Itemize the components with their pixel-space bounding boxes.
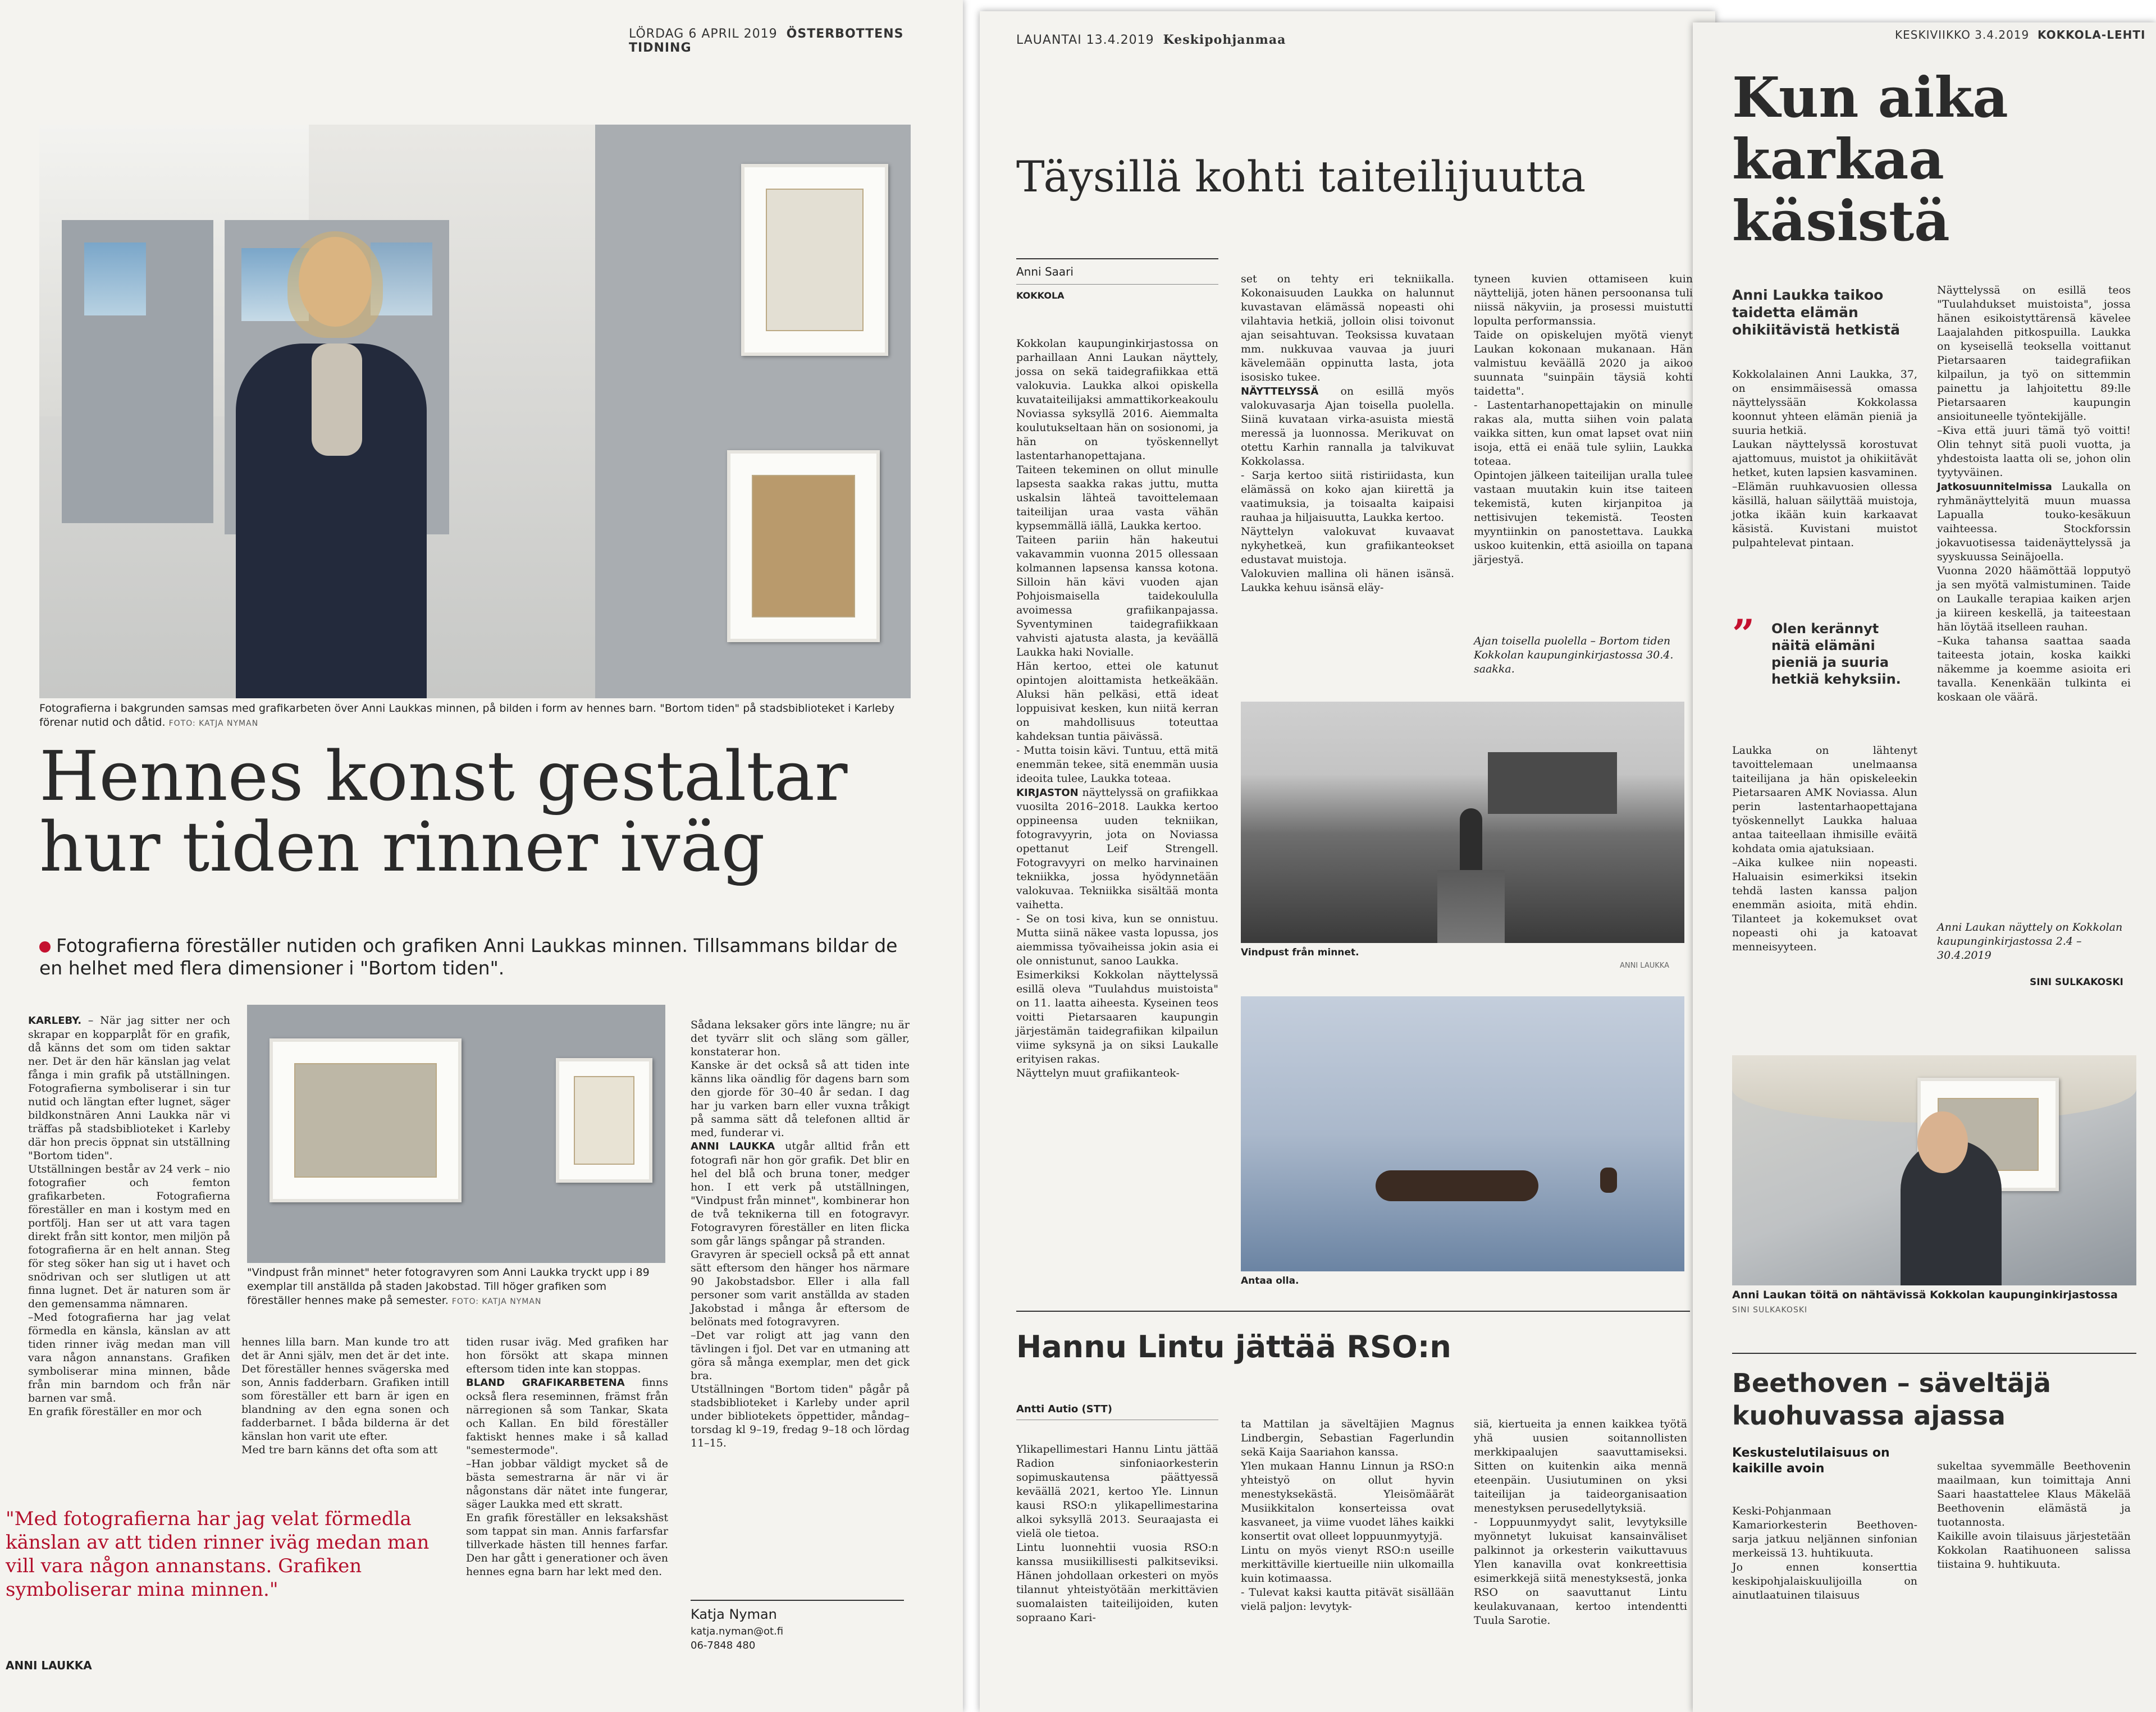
header-paper: Keskipohjanmaa — [1163, 33, 1286, 47]
lintu-column-1: Ylikapellimestari Hannu Lintu jättää Radion sinfoniaorkesterin sopimuskautensa päättyessä keväällä 2021, kertoo Yle. Linnun kausi RSO:n ylikapellimestarina alkoi syksyllä 2013. Seuraajasta ei vielä ole tietoa. Lintu luonnehtii vuosia RSO:n kanssa musiikillisesti palkitseviksi. Hänen johdollaan orkesteri on myös tilannut yhteistyötään merkittävien suomalaisten taiteilijoiden, kuten sopraano Kari- — [1016, 1443, 1218, 1624]
header-date: KESKIVIIKKO 3.4.2019 — [1895, 28, 2030, 42]
photo-caption: Vindpust från minnet. — [1241, 947, 1359, 958]
beethoven-column-1: Keski-Pohjanmaan Kamariorkesterin Beethoven- sarja jatkuu neljännen sinfonian merkeissä 13. huhtikuuta. Jo ennen konserttia keskipohjalaiskuulijoilla on ainutlaatuinen tilaisuus — [1732, 1505, 1917, 1601]
photo-credit: FOTO: KATJA NYMAN — [168, 719, 259, 728]
beethoven-column-2: sukeltaa syvemmälle Beethovenin maailmaan, kun toimittaja Anni Saari haastattelee Klaus Mäkelää Beethovenin elämästä ja tuotannosta. Kaikille avoin tilaisuus järjestetään Kokkolan Raatihuoneen salissa tiistaina 9. huhtikuuta. — [1937, 1460, 2131, 1571]
framed-print — [270, 1038, 462, 1202]
exhibition-photo-2 — [247, 1005, 665, 1263]
page-header — [1895, 28, 2145, 42]
author-email[interactable]: katja.nyman@ot.fi — [691, 1626, 784, 1637]
main-photo — [39, 125, 911, 698]
exhibition-photo — [84, 242, 146, 315]
photo-caption: Anni Laukan töitä on nähtävissä Kokkolan kaupunginkirjastossa SINI SULKAKOSKI — [1732, 1289, 2118, 1315]
header-date: LÖRDAG 6 APRIL 2019 — [629, 27, 778, 41]
exhibition-info: Ajan toisella puolella – Bortom tiden Kokkolan kaupunginkirjastossa 30.4. saakka. — [1474, 635, 1674, 675]
bullet-dot — [39, 941, 51, 953]
author-block — [691, 1600, 904, 1651]
photo-caption: Fotografierna i bakgrunden samsas med grafikarbeten över Anni Laukkas minnen, på bilden i form av hennes barn. "Bortom tiden" på stadsbiblioteket i Karleby förenar nutid och dåtid. FOTO: KATJA NYMAN — [39, 702, 895, 729]
column-1: KARLEBY. – När jag sitter ner och skrapar en kopparplåt för en grafik, då känns det som om tiden saktar ner. Det är den här känslan jag velat fånga i min grafik på utställningen. Fotografierna symboliserar i sin tur nutid och längtan efter lugnet, säger bildkonstnären Anni Laukka när vi träffas på stadsbiblioteket i Karleby där hon precis öppnat sin utställning "Bortom tiden". Utställningen består av 24 verk – nio fotografier och femton grafikarbeten. Fotografierna föreställer en man i kostym med en portfölj. Han ser ut att vara tagen direkt från sitt kontor, men miljön på fotografierna är en helt annan. Steg för steg söker han sig ut i havet och snödrivan och ser slutligen ut att finna lugnet. Det är naturen som är den gemensamma nämnaren. –Med fotografierna har jag velat förmedla en känsla, känslan av att tiden rinner iväg medan man vill vara någon annanstans. Grafiken symboliserar mina minnen, både från min barndom och från när barnen var små. En grafik föreställer en mor och — [28, 1014, 230, 1418]
column-2: hennes lilla barn. Man kunde tro att det är Anni själv, men det är det inte. Det föreställer hennes svägerska med son, Annis fadderbarn. Grafiken intill som föreställer ett barn är igen en blandning av den egna sonen och fadderbarnet. I båda bilderna är det känslan hon varit ute efter. Med tre barn känns det ofta som att — [241, 1336, 449, 1456]
photo-caption: Antaa olla. — [1241, 1275, 1299, 1287]
section-rule — [1732, 1353, 2136, 1354]
newspaper-page-kokkola-lehti — [1693, 22, 2156, 1712]
byline: Anni Saari KOKKOLA — [1016, 258, 1218, 301]
subhead-beethoven: Keskustelutilaisuus on kaikille avoin — [1732, 1446, 1890, 1476]
header-paper: KOKKOLA-LEHTI — [2037, 28, 2146, 42]
column-3: tiden rusar iväg. Med grafiken har hon försökt att skapa minnen eftersom tiden inte kan stoppas. BLAND GRAFIKARBETENA finns också flera reseminnen, främst från närregionen så som Tankar, Skata och Kallan. En bild föreställer faktiskt hennes make i så kallad "semestermode". –Han jobbar väldigt mycket så de bästa semestrarna är när vi är någonstans där nätet inte fungerar, säger Laukka med ett skratt. En grafik föreställer en leksakshäst som tappat sin man. Annis farfarsfar tillverkade hästen till hennes farfar. Den har gått i generationer och även hennes egna barn har lekt med den. — [466, 1336, 668, 1578]
section-rule — [1016, 1311, 1690, 1312]
author-name: Katja Nyman — [691, 1606, 777, 1622]
header-paper: ÖSTERBOTTENS TIDNING — [629, 27, 904, 55]
quote-attribution: ANNI LAUKKA — [6, 1659, 92, 1672]
column-4: Sådana leksaker görs inte längre; nu är det tyvärr slit och släng som gäller, konstaterar hon. Kanske är det också så att tiden inte känns lika oändlig för dagens barn som den gjorde för 30–40 år sedan. I dag har ju varken barn eller vuxna tråkigt på samma sätt då telefonen alltid är med, funderar vi. ANNI LAUKKA utgår alltid från ett fotografi när hon gör grafik. Det blir en hel del blå och bruna toner, medger hon. I ett verk på utställningen, "Vindpust från minnet", kombinerar hon de två teknikerna till en fotogravyr. Fotogravyren föreställer en liten flicka som går längs spångar på stranden. Gravyren är speciell också på ett annat sätt eftersom den hänger hos närmare 90 Jakobstadsbor. Eller i alla fall personer som varit anställda av staden Jakobstad i många år eftersom de belönats med fotogravyren. –Det var roligt att jag vann den tävlingen i fjol. Det var en utmaning att göra så många exemplar, men det gick bra. Utställningen "Bortom tiden" pågår på stadsbiblioteket i Karleby under april under bibliotekets öppettider, måndag–torsdag kl 9–19, fredag 9–18 och lördag 11–15. — [691, 1019, 910, 1449]
page-header — [1016, 33, 1286, 47]
column-1b: Laukka on lähtenyt tavoittelemaan unelmaansa taiteilijana ja hän opiskeleekin Pietarsaaren AMK Noviassa. Alun perin lastentarhaopettajana työskennellyt Laukka haluaa antaa taiteellaan ihmisille eväitä kohdata omia ajatuksiaan. –Aika kulkee niin nopeasti. Haluaisin esimerkiksi itsekin tehdä lasten kanssa paljon enemmän asioita, mitä ehdin. Tilanteet ja kokemukset ovat nopeasti ohi ja katoavat menneisyyteen. — [1732, 744, 1917, 953]
ingress: Fotografierna föreställer nutiden och grafiken Anni Laukkas minnen. Tillsammans bildar de en helhet med flera dimensioner i "Bortom tiden". — [39, 935, 898, 979]
headline: Täysillä kohti taiteilijuutta — [1016, 152, 1586, 202]
column-3: tyneen kuvien ottamiseen kuin näyttelijä, joten hänen persoonansa tuli niissä näkyviin, ja prosessi muistutti lopulta performanssia. Taide on opiskelujen myötä vienyt Laukan kokonaan mukanaan. Hän valmistuu keväällä 2020 ja aikoo suunnata "suinpäin täysiä kohti taidetta". - Lastentarhanopettajakin on minulle rakas ala, mutta siihen voin palata vaikka sitten, kun omat lapset ovat niin isoja, että ei enää tule syliin, Laukka toteaa. Opintojen jälkeen taiteilijan uralla tulee vastaan muutakin kuin itse taiteen tekemistä, kuten kirjanpitoa ja nettisivujen tekemistä. Teosten myyntiinkin on panostettava. Laukka uskoo kuitenkin, että asioilla on tapana järjestyä. — [1474, 273, 1693, 566]
column-1: Kokkolalainen Anni Laukka, 37, on ensimmäisessä omassa näyttelyssään Kokkolassa koonnut yhteen elämän pieniä ja suuria hetkiä. Laukan näyttelyssä korostuvat ajattomuus, muistot ja ohikiitävät hetket, kuten lapsien kasvaminen. –Elämän ruuhkavuosien ollessa käsillä, haluan säilyttää muistoja, jotka ikään kuin karkaavat käsistä. Kuvistani muistot pulpahtelevat pintaan. — [1732, 368, 1917, 549]
mid-photo-caption: "Vindpust från minnet" heter fotogravyren som Anni Laukka tryckt upp i 89 exemplar till anställda på staden Jakobstad. Till höger grafiken som föreställer hennes make på semester. FOTO: KATJA NYMAN — [247, 1266, 650, 1307]
headline: Hennes konst gestaltar hur tiden rinner iväg — [39, 736, 848, 887]
photo-credit: ANNI LAUKKA — [1620, 962, 1669, 970]
headline-lintu: Hannu Lintu jättää RSO:n — [1016, 1329, 1451, 1365]
byline-lintu: Antti Autio (STT) — [1016, 1403, 1218, 1420]
author-phone: 06-7848 480 — [691, 1640, 756, 1651]
photo-credit: FOTO: KATJA NYMAN — [451, 1297, 542, 1306]
framed-print — [727, 450, 880, 642]
author-name: SINI SULKAKOSKI — [2030, 977, 2123, 988]
column-1: Kokkolan kaupunginkirjastossa on parhaillaan Anni Laukan näyttely, jossa on sekä taidegrafiikkaa että valokuvia. Laukka alkoi opiskella kuvataiteilijaksi ammattikorkeakoulu Noviassa syksyllä 2016. Aiemmalta koulutukseltaan hän on sosionomi, ja hän on työskennellyt lastentarhanopettajana. Taiteen tekeminen on ollut minulle lapsesta saakka rakas juttu, mutta uskalsin lähteä tavoittelemaan taiteilijan uraa vasta vähän kypsemmällä iällä, Laukka kertoo. Taiteen pariin hän hakeutui vakavammin vuonna 2015 ollessaan kolmannen lapsensa kanssa kotona. Silloin hän kävi vuoden ajan Pohjoismaisella taidekoululla avoimessa grafiikanpajassa. Syventyminen taidegrafiikkaan vahvisti ajatusta alasta, ja keväällä Laukka haki Novialle. Hän kertoo, ettei ole katunut opintojen aloittamista hetkeäkään. Aluksi hän pelkäsi, että ideat loppuisivat kesken, kun niitä kerran on mahdollisuus toteuttaa kahdeksan tuntia päivässä. - Mutta toisin kävi. Tuntuu, että mitä enemmän tekee, sitä enemmän uusia ideoita tulee, Laukka toteaa. KIRJASTON näyttelyssä on grafiikkaa vuosilta 2016–2018. Laukka kertoo oppineensa uuden tekniikan, fotogravyyrin, jota on Noviassa opettanut Leif Strengell. Fotogravyyri on melko harvinainen tekniikka, jossa hyödynnetään valokuvaa. Tekniikka sisältää monta vaihetta. - Se on tosi kiva, kun se onnistuu. Mutta siinä näkee vasta lopussa, jos aiemmissa työvaiheissa jokin asia ei ole onnistunut, sanoo Laukka. Esimerkiksi Kokkolan näyttelyssä esillä oleva "Tuulahdus muistoista" on 11. laatta aiheesta. Kyseinen teos voitti Pietarsaaren kaupungin järjestämän taidegrafiikan kilpailun viime syksynä ja on siksi Laukalle erityisen rakas. Näyttelyn muut grafiikanteok- — [1016, 337, 1218, 1079]
header-date: LAUANTAI 13.4.2019 — [1016, 33, 1154, 47]
hanging-artwork-photo — [1732, 1055, 2136, 1285]
framed-print — [556, 1058, 652, 1183]
newspaper-page-keskipohjanmaa — [980, 11, 1715, 1712]
artist-figure — [236, 237, 427, 698]
column-2: Näyttelyssä on esillä teos "Tuulahdukset muistoista", jossa hänen esikoistyttärensä kävelee Laajalahden pitkospuilla. Laukka on kyseisellä teoksella voittanut Pietarsaaren taidegrafiikan kilpailun, ja työ on sittemmin painettu ja lahjoitettu 89:lle Pietarsaaren kaupungin ansioituneelle työntekijälle. –Kiva että juuri tämä työ voitti! Olin tehnyt sitä puoli vuotta, ja yhdestoista laatta oli se, johon olin tyytyväinen. Jatkosuunnitelmissa Laukalla on ryhmänäyttelyitä muun muassa Lapualla touko-kesäkuun vaihteessa. Stockforssin jokavuotisessa taidenäyttelyssä ja syyskuussa Seinäjoella. Vuonna 2020 häämöttää lopputyö ja sen myötä valmistuminen. Taide on Laukalle terapiaa kaiken arjen ja kiireen keskellä, ja taiteestaan hän löytää itselleen rauhan. –Kuka tahansa saattaa saada taiteesta jotain, koska kaikki näkemme ja koemme asioita eri tavalla. Kenenkään tulkinta ei koskaan ole väärä. — [1937, 284, 2131, 703]
page-header — [629, 27, 963, 55]
lintu-column-2: ta Mattilan ja säveltäjien Magnus Lindbergin, Sebastian Fagerlundin sekä Kaija Saariahon kanssa. Ylen mukaan Hannu Linnun ja RSO:n yhteistyö on ollut hyvin menestyksekästä. Yleisömäärät Musiikkitalon konserteissa ovat kasvaneet, ja viime vuodet lähes kaikki konsertit ovat olleet loppuunmyytyjä. Lintu on myös vienyt RSO:n useille merkittäville kiertueille niin ulkomailla kuin kotimaassa. - Tulevat kaksi kautta pitävät sisällään vielä paljon: levytyk- — [1241, 1418, 1454, 1613]
newspaper-page-osterbottens-tidning — [0, 0, 963, 1712]
photo-credit: SINI SULKAKOSKI — [1732, 1306, 1808, 1315]
pull-quote: "Med fotografierna har jag velat förmedla känslan av att tiden rinner iväg medan man vill vara någon annanstans. Grafiken symboliserar mina minnen." — [6, 1508, 430, 1601]
column-2: set on tehty eri tekniikalla. Kokonaisuuden Laukka on halunnut kuvastavan elämässä nopeasti ohi vilahtavia hetkiä, jolloin olisi toivonut ajan seisahtuvan. Teoksissa kuvataan mm. nukkuvaa vauvaa ja juuri kävelemään oppinutta lasta, jota isosisko tukee. NÄYTTELYSSÄ on esillä myös valokuvasarja Ajan toisella puolella. Siinä kuvataan virka-asuista miestä meressä ja luonnossa. Merikuvat on otettu Karhin rannalla ja talvikuvat Kokkolassa. - Sarja kertoo siitä ristiriidasta, kun elämässä on koko ajan kiirettä ja vaatimuksia, ja toisaalta kaipaisi rauhaa ja hiljaisuutta, Laukka kertoo. Näyttelyn valokuvat kuvaavat nykyhetkeä, kun grafiikanteokset edustavat muistoja. Valokuvien mallina oli hänen isänsä. Laukka kehuu isänsä eläy- — [1241, 273, 1454, 594]
framed-print — [741, 164, 888, 356]
photo-antaa-olla — [1241, 996, 1684, 1271]
subhead: Anni Laukka taikoo taidetta elämän ohikiitävistä hetkistä — [1732, 287, 1900, 338]
pull-quote: Olen kerännyt näitä elämäni pieniä ja suuria hetkiä kehyksiin. — [1771, 621, 1901, 687]
photo-vindpust — [1241, 702, 1684, 943]
author-rule — [691, 1600, 904, 1601]
quote-mark-icon: ” — [1732, 611, 1755, 657]
lintu-column-3: siä, kiertueita ja ennen kaikkea työtä yhä uusien soitannollisten merkkipaalujen saavuttamiseksi. Sitten on kuitenkin aika mennä eteenpäin. Uusiutuminen on yksi taiteilijan ja taideorganisaation menestyksen perusedellytyksiä. - Loppuunmyydyt salit, levytyksille myönnetyt lukuisat kansainväliset palkinnot ja orkesterin vaikuttavuus Ylen kanavilla ovat konkreettisia esimerkkejä siitä menestyksestä, jonka RSO on saavuttanut Lintu keulakuvanaan, kertoo intendentti Tuula Sarotie. — [1474, 1418, 1687, 1627]
headline: Kun aika karkaa käsistä — [1732, 66, 2008, 254]
headline-beethoven: Beethoven – säveltäjä kuohuvassa ajassa — [1732, 1368, 2051, 1431]
exhibition-info: Anni Laukan näyttely on Kokkolan kaupunginkirjastossa 2.4 – 30.4.2019 — [1937, 921, 2123, 962]
